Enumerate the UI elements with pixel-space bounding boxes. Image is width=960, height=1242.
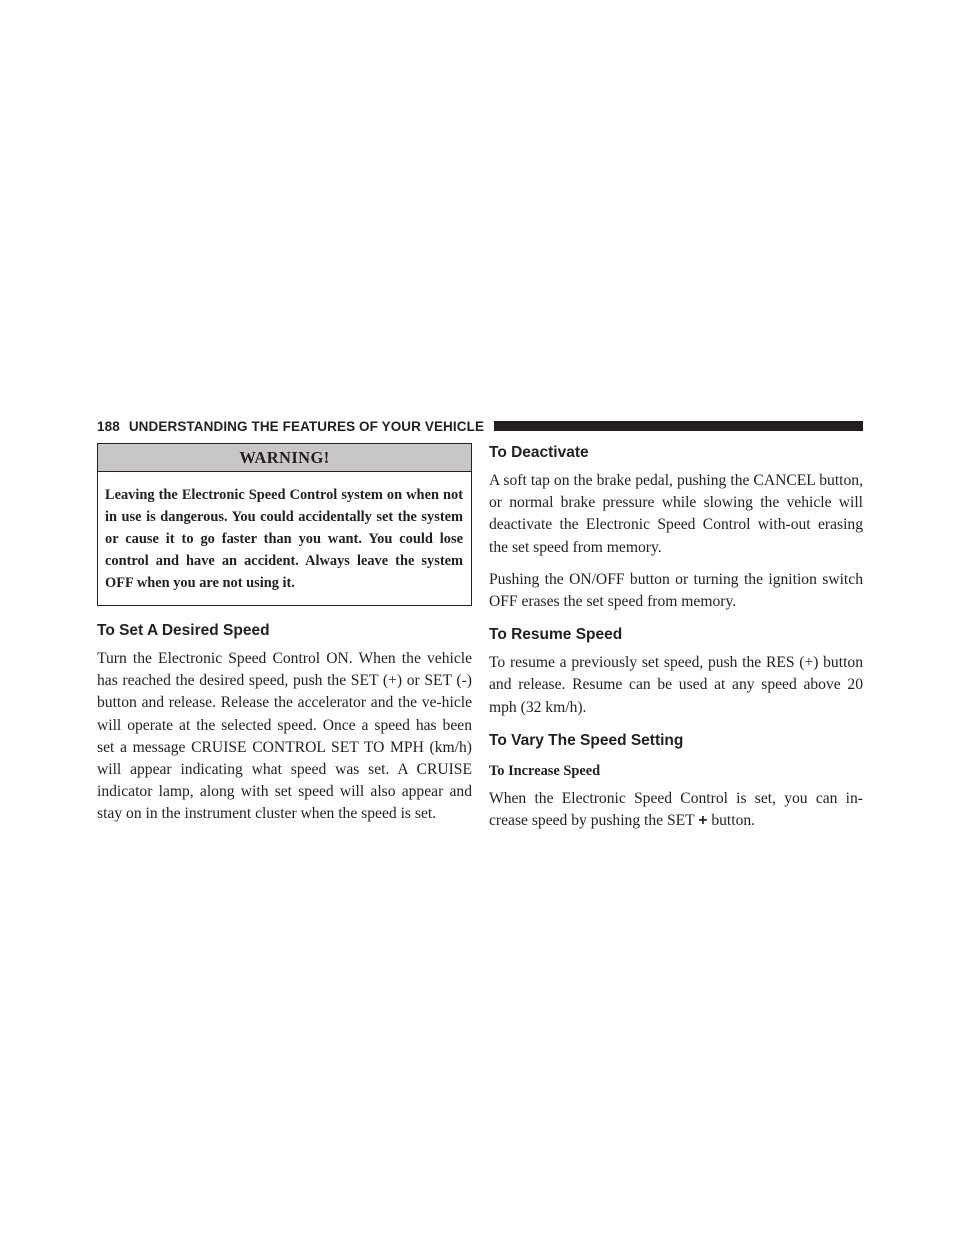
plus-symbol: + [698, 812, 708, 830]
heading-resume-speed: To Resume Speed [489, 626, 623, 644]
header-rule [494, 421, 863, 431]
section-title: UNDERSTANDING THE FEATURES OF YOUR VEHICLE [128, 418, 485, 434]
page-number: 188 [97, 418, 120, 434]
warning-text: Leaving the Electronic Speed Control system on when not in use is dangerous. You could accidentally set the system or cause it to go faster than you want. You could lose control and have an accident. Always leave the system OFF when you are not using it. [105, 487, 463, 591]
paragraph-set-speed: Turn the Electronic Speed Control ON. When the vehicle has reached the desired speed, push the SET (+) or SET (-) button and release. Release the accelerator and the ve-hicle will operate at the selected speed. Once a speed has been set a message CRUISE CONTROL SET TO MPH (km/h) will appear indicating what speed was set. A CRUISE indicator lamp, along with set speed will also appear and stay on in the instrument cluster when the speed is set. [97, 650, 472, 823]
page-header [97, 416, 863, 436]
warning-title: WARNING! [98, 444, 471, 472]
paragraph-resume-speed: To resume a previously set speed, push the RES (+) button and release. Resume can be used at any speed above 20 mph (32 km/h). [489, 654, 863, 716]
warning-box [97, 443, 472, 606]
heading-vary-speed: To Vary The Speed Setting [489, 731, 684, 749]
subheading-increase-speed: To Increase Speed [489, 762, 601, 779]
paragraph-deactivate-2: Pushing the ON/OFF button or turning the ignition switch OFF erases the set speed from memory. [489, 570, 863, 611]
increase-speed-text-start: When the Electronic Speed Control is set, you can in-crease speed by pushing the SET [489, 789, 863, 830]
right-column [489, 443, 863, 832]
paragraph-deactivate-1: A soft tap on the brake pedal, pushing the CANCEL button, or normal brake pressure while slowing the vehicle will deactivate the Electronic Speed Control with-out erasing the set speed from memory. [489, 472, 863, 556]
left-column [97, 443, 472, 826]
increase-speed-text-end: button. [707, 812, 756, 830]
heading-deactivate: To Deactivate [489, 444, 589, 461]
paragraph-increase-speed [489, 788, 863, 832]
heading-set-speed: To Set A Desired Speed [97, 622, 270, 639]
